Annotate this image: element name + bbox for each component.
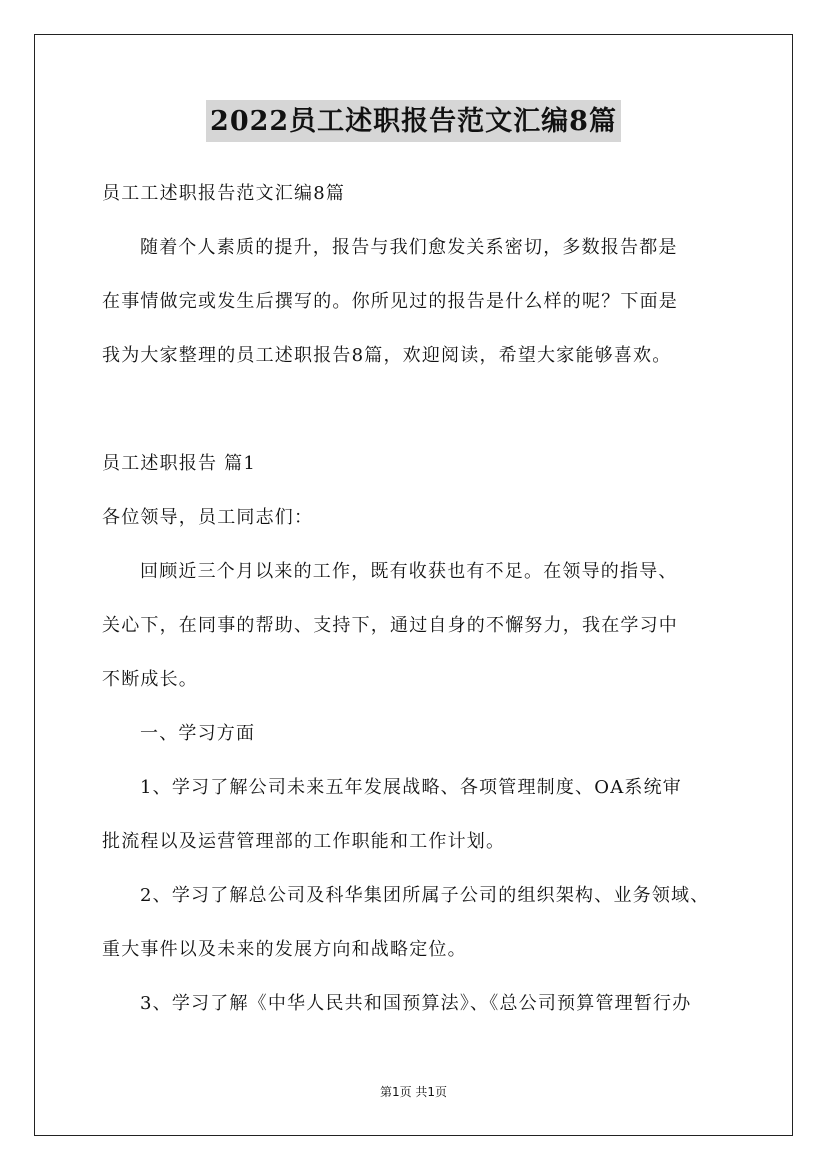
document-title: 2022员工述职报告范文汇编8篇 (206, 100, 621, 142)
item2-line-1: 2、学习了解总公司及科华集团所属子公司的组织架构、业务领域、 (140, 885, 710, 906)
page-footer: 第1页 共1页 (379, 1085, 448, 1099)
para1-line-3: 不断成长。 (102, 669, 198, 690)
item3-line-1: 3、学习了解《中华人民共和国预算法》、《总公司预算管理暂行办 (140, 993, 692, 1014)
item1-line-1: 1、学习了解公司未来五年发展战略、各项管理制度、OA系统审 (140, 777, 683, 798)
intro-line-3: 我为大家整理的员工述职报告8篇，欢迎阅读，希望大家能够喜欢。 (102, 345, 672, 366)
para1-line-1: 回顾近三个月以来的工作，既有收获也有不足。在领导的指导、 (140, 561, 678, 582)
intro-line-2: 在事情做完或发生后撰写的。你所见过的报告是什么样的呢？下面是 (102, 291, 678, 312)
intro-line-1: 随着个人素质的提升，报告与我们愈发关系密切，多数报告都是 (140, 237, 678, 258)
para1-line-2: 关心下，在同事的帮助、支持下，通过自身的不懈努力，我在学习中 (102, 615, 678, 636)
item2-line-2: 重大事件以及未来的发展方向和战略定位。 (102, 939, 467, 960)
greeting: 各位领导，员工同志们： (102, 507, 314, 528)
title-container (0, 100, 827, 142)
section-heading: 员工述职报告 篇1 (102, 453, 256, 474)
item1-line-2: 批流程以及运营管理部的工作职能和工作计划。 (102, 831, 506, 852)
sub-heading: 一、学习方面 (140, 723, 256, 744)
subtitle: 员工工述职报告范文汇编8篇 (102, 183, 346, 204)
